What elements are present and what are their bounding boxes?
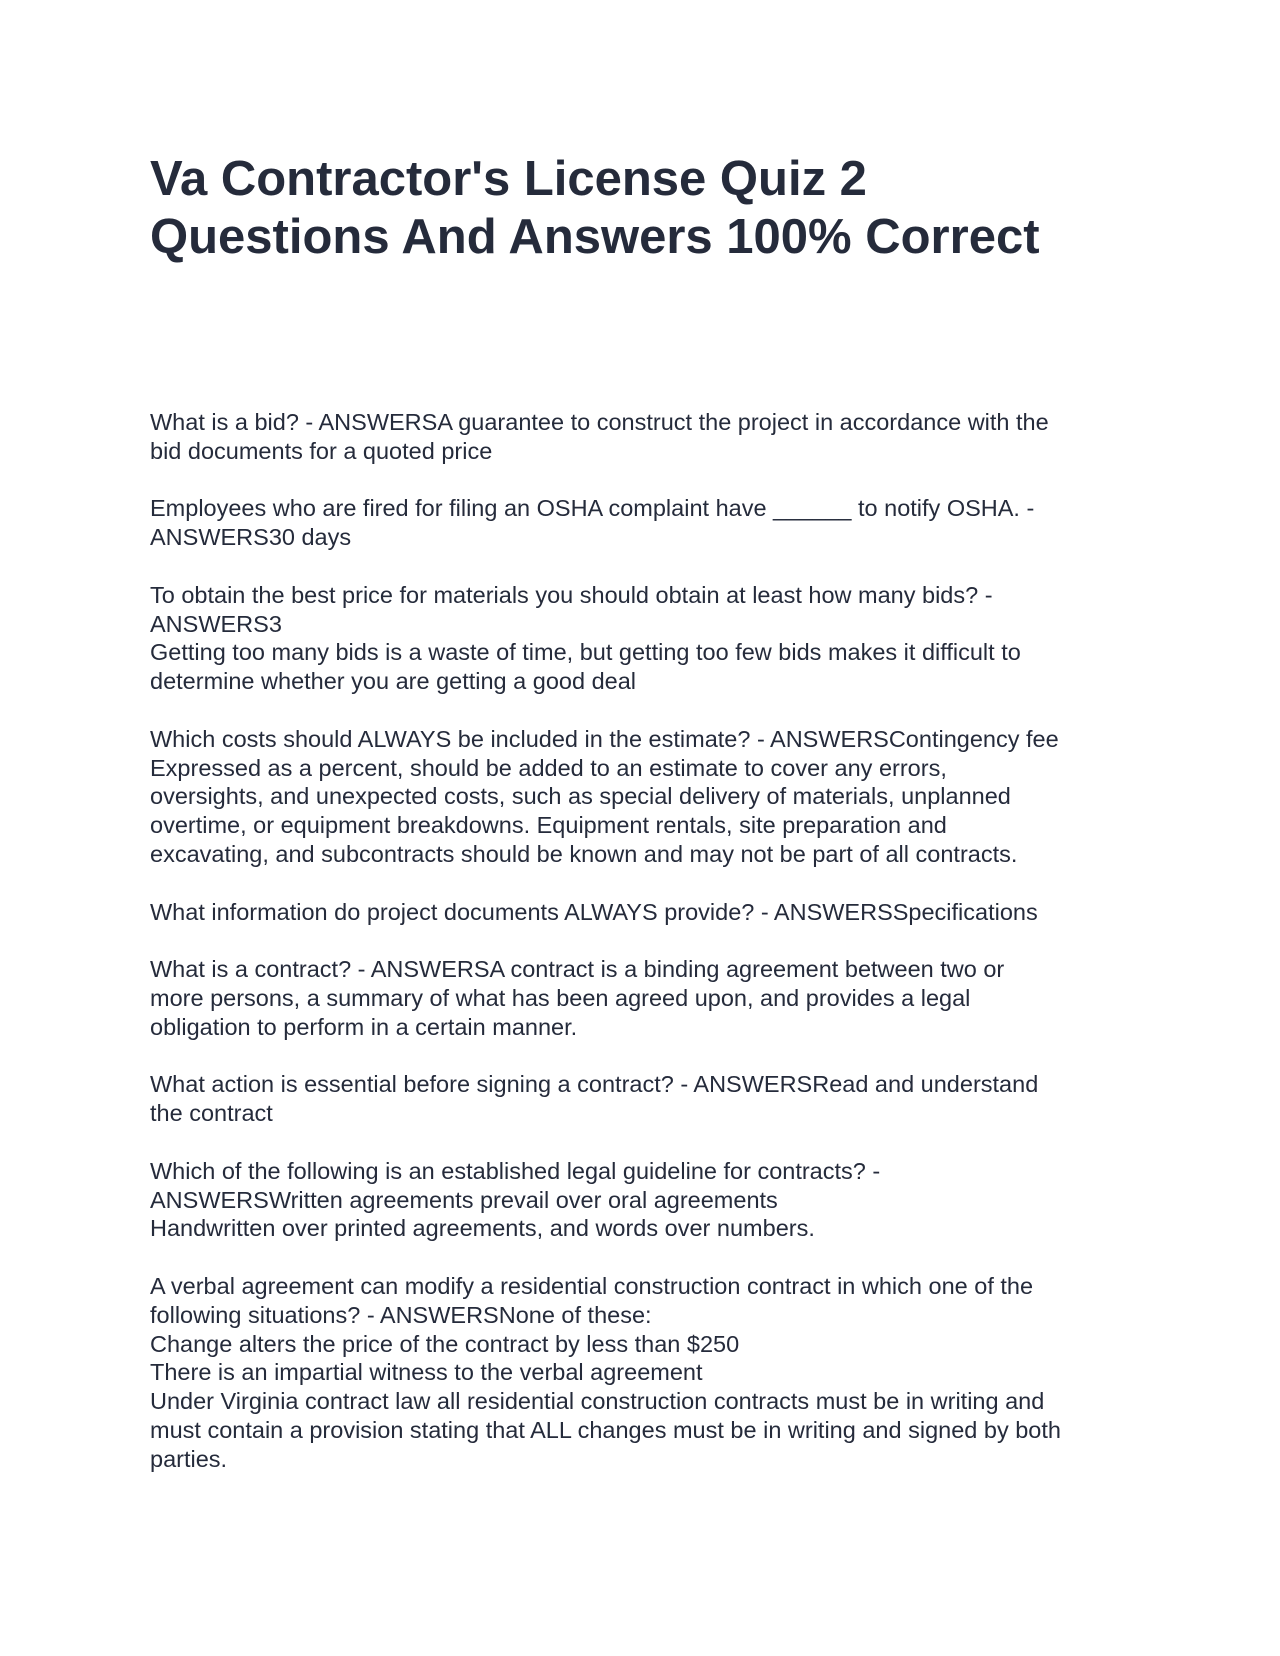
qa-text-line: overtime, or equipment breakdowns. Equipment rentals, site preparation and <box>150 812 947 839</box>
qa-item <box>150 955 1150 1041</box>
title-line: Questions And Answers 100% Correct <box>150 210 1040 264</box>
qa-item <box>150 494 1150 552</box>
qa-text-line: ANSWERSWritten agreements prevail over oral agreements <box>150 1186 778 1213</box>
qa-text-line: must contain a provision stating that ALL changes must be in writing and signed by both <box>150 1416 1061 1443</box>
qa-text-line: parties. <box>150 1445 228 1472</box>
qa-item <box>150 408 1150 466</box>
qa-item <box>150 581 1150 696</box>
qa-item <box>150 725 1150 869</box>
qa-text-line: determine whether you are getting a good deal <box>150 668 636 695</box>
qa-text-line: oversights, and unexpected costs, such as special delivery of materials, unplanned <box>150 783 1011 810</box>
qa-text-line: the contract <box>150 1100 273 1127</box>
qa-text-line: Under Virginia contract law all residential construction contracts must be in writing and <box>150 1388 1045 1415</box>
qa-item <box>150 898 1150 927</box>
qa-text-line: To obtain the best price for materials you should obtain at least how many bids? - <box>150 581 993 608</box>
qa-text-line: There is an impartial witness to the verbal agreement <box>150 1359 703 1386</box>
qa-text-line: What action is essential before signing a contract? - ANSWERSRead and understand <box>150 1071 1039 1098</box>
qa-text-line: What is a bid? - ANSWERSA guarantee to construct the project in accordance with the <box>150 409 1049 435</box>
qa-list <box>150 408 1150 1502</box>
qa-text-line: Expressed as a percent, should be added to an estimate to cover any errors, <box>150 754 947 781</box>
qa-text-line: ANSWERS30 days <box>150 524 352 551</box>
qa-text-line: Employees who are fired for filing an OSHA complaint have ______ to notify OSHA. - <box>150 495 1035 522</box>
qa-text-line: What is a contract? - ANSWERSA contract is a binding agreement between two or <box>150 956 1005 983</box>
qa-text-line: Handwritten over printed agreements, and words over numbers. <box>150 1215 815 1242</box>
qa-item <box>150 1070 1150 1128</box>
qa-text-line: following situations? - ANSWERSNone of these: <box>150 1301 652 1328</box>
qa-item <box>150 1157 1150 1243</box>
qa-text-line: more persons, a summary of what has been agreed upon, and provides a legal <box>150 984 971 1011</box>
qa-text-line: ANSWERS3 <box>150 610 282 637</box>
qa-text-line: What information do project documents ALWAYS provide? - ANSWERSSpecifications <box>150 898 1038 925</box>
document-title <box>150 150 1150 266</box>
qa-text-line: obligation to perform in a certain manner. <box>150 1013 578 1040</box>
qa-text-line: excavating, and subcontracts should be known and may not be part of all contracts. <box>150 840 1018 867</box>
qa-item <box>150 1272 1150 1474</box>
qa-text-line: Change alters the price of the contract by less than $250 <box>150 1330 740 1357</box>
qa-text-line: Which costs should ALWAYS be included in the estimate? - ANSWERSContingency fee <box>150 725 1059 752</box>
qa-text-line: bid documents for a quoted price <box>150 437 493 464</box>
title-line: Va Contractor's License Quiz 2 <box>150 152 867 206</box>
qa-text-line: Which of the following is an established legal guideline for contracts? - <box>150 1157 881 1184</box>
qa-text-line: Getting too many bids is a waste of time, but getting too few bids makes it difficult to <box>150 639 1021 666</box>
qa-text-line: A verbal agreement can modify a residential construction contract in which one of the <box>150 1272 1034 1299</box>
